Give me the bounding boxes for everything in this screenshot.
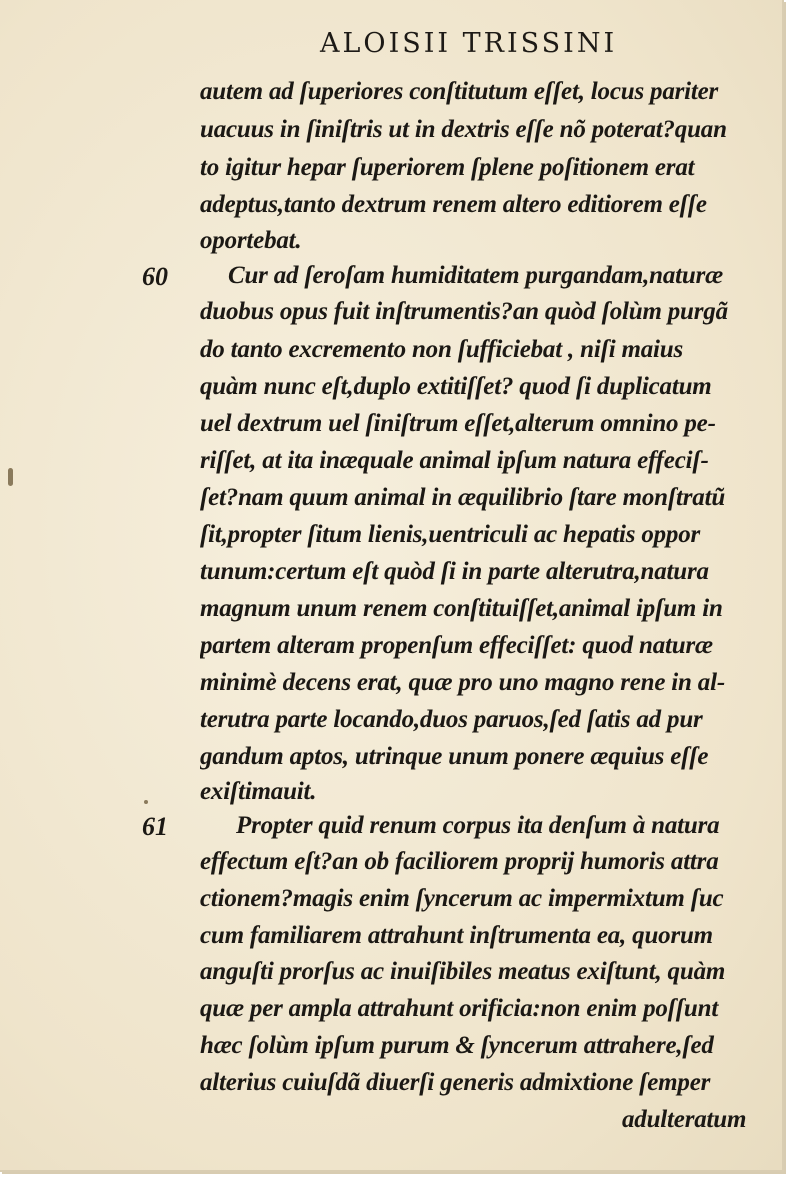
text-line: ſet?nam quum animal in æquilibrio ſtare monſtratũ bbox=[200, 484, 726, 511]
text-line: gandum aptos, utrinque unum ponere æquius eſſe bbox=[200, 743, 709, 770]
text-line: partem alteram propenſum effeciſſet: quod naturæ bbox=[200, 632, 713, 659]
section-number-60: 60 bbox=[142, 262, 168, 291]
paper-stain bbox=[8, 468, 13, 486]
text-line: anguſti prorſus ac inuiſibiles meatus exiſtunt, quàm bbox=[200, 958, 726, 985]
text-line: oportebat. bbox=[200, 227, 302, 254]
text-line: exiſtimauit. bbox=[200, 778, 317, 805]
text-line: Propter quid renum corpus ita denſum à natura bbox=[236, 812, 720, 839]
text-line: do tanto excremento non ſufficiebat , niſi maius bbox=[200, 336, 684, 363]
text-line: ſit,propter ſitum lienis,uentriculi ac hepatis oppor bbox=[200, 521, 701, 548]
running-header: ALOISII TRISSINI bbox=[320, 28, 618, 59]
text-line: alterius cuiuſdã diuerſi generis admixtione ſemper bbox=[200, 1069, 711, 1096]
text-line: autem ad ſuperiores conſtitutum eſſet, locus pariter bbox=[200, 78, 719, 105]
text-line: riſſet, at ita inæquale animal ipſum natura effeciſ- bbox=[200, 447, 709, 474]
text-line: magnum unum renem conſtituiſſet,animal ipſum in bbox=[200, 595, 723, 622]
text-line: effectum eſt?an ob faciliorem proprij humoris attra bbox=[200, 848, 719, 875]
text-line: duobus opus fuit inſtrumentis?an quòd ſolùm purgã bbox=[200, 298, 728, 325]
text-line: Cur ad ſeroſam humiditatem purgandam,naturæ bbox=[228, 262, 723, 289]
text-line: ctionem?magis enim ſyncerum ac impermixtum ſuc bbox=[200, 885, 724, 912]
text-line: to igitur hepar ſuperiorem ſplene poſitionem erat bbox=[200, 154, 695, 181]
text-line: tunum:certum eſt quòd ſi in parte alterutra,natura bbox=[200, 558, 709, 585]
ink-dot bbox=[144, 800, 148, 804]
text-line: adeptus,tanto dextrum renem altero editiorem eſſe bbox=[200, 191, 707, 218]
text-line: uacuus in ſiniſtris ut in dextris eſſe nõ poterat?quan bbox=[200, 116, 727, 143]
text-line: minimè decens erat, quæ pro uno magno rene in al- bbox=[200, 669, 725, 696]
text-line: quàm nunc eſt,duplo extitiſſet? quod ſi duplicatum bbox=[200, 373, 712, 400]
section-number-61: 61 bbox=[142, 812, 168, 841]
text-line: quæ per ampla attrahunt orificia:non enim poſſunt bbox=[200, 995, 719, 1022]
text-line: terutra parte locando,duos paruos,ſed ſatis ad pur bbox=[200, 706, 703, 733]
text-line: hæc ſolùm ipſum purum & ſyncerum attrahere,ſed bbox=[200, 1032, 714, 1059]
text-line: adulteratum bbox=[622, 1106, 747, 1133]
text-line: cum familiarem attrahunt inſtrumenta ea, quorum bbox=[200, 922, 713, 949]
text-line: uel dextrum uel ſiniſtrum eſſet,alterum omnino pe- bbox=[200, 410, 716, 437]
